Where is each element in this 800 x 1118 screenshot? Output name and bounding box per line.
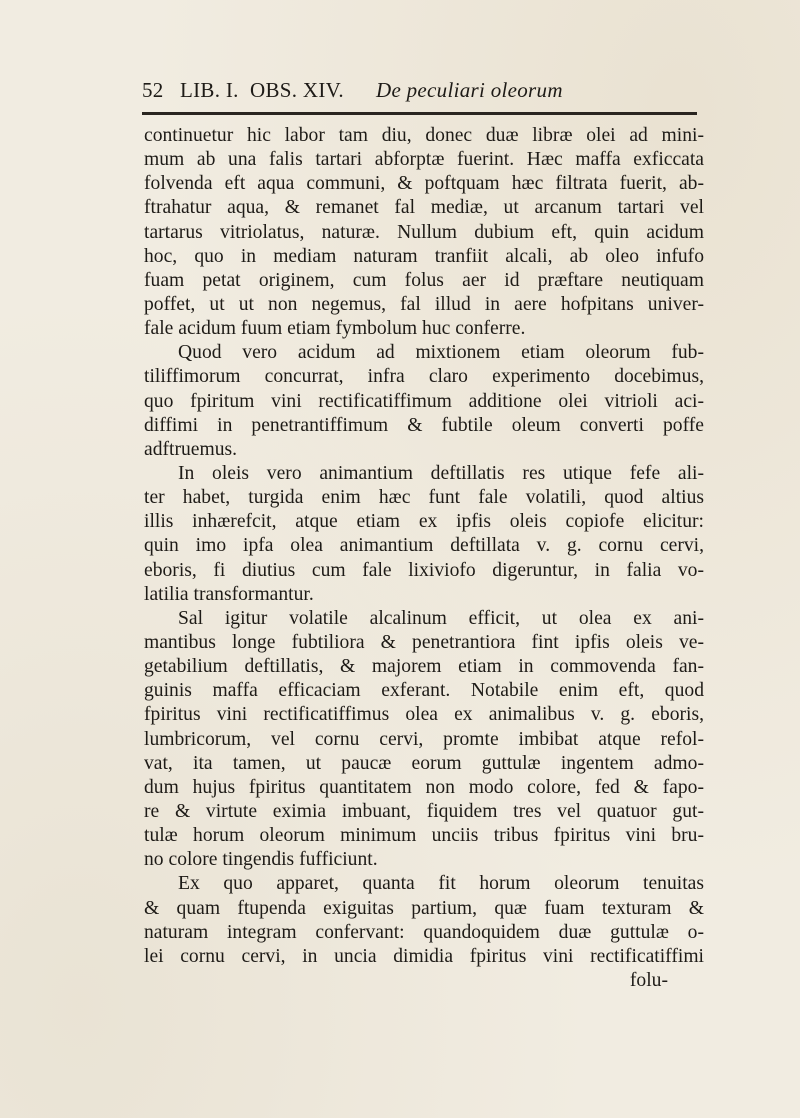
text-line: mantibus longe fubtiliora & penetrantiora fint ipfis oleis ve- — [144, 631, 704, 653]
text-line: re & virtute eximia imbuant, fiquidem tres vel quatuor gut- — [144, 800, 704, 822]
text-line: lei cornu cervi, in uncia dimidia fpiritus vini rectificatiffimi — [144, 945, 704, 967]
text-line: folvenda eft aqua communi, & poftquam hæc filtrata fuerit, ab- — [144, 173, 704, 195]
header-rule — [142, 112, 697, 115]
text-line: fuam petat originem, cum folus aer id præftare neutiquam — [144, 269, 704, 291]
text-line: ftrahatur aqua, & remanet fal mediæ, ut arcanum tartari vel — [144, 197, 704, 219]
text-line: tulæ horum oleorum minimum unciis tribus fpiritus vini bru- — [144, 825, 704, 847]
text-line: diffimi in penetrantiffimum & fubtile oleum converti poffe — [144, 414, 704, 436]
text-line: latilia transformantur. — [144, 583, 314, 605]
text-line: adftruemus. — [144, 438, 238, 460]
running-title: De peculiari oleorum — [376, 78, 563, 102]
text-line: quin imo ipfa olea animantium deftillata v. g. cornu cervi, — [144, 535, 704, 557]
page-number: 52 — [142, 78, 164, 102]
observation-number: OBS. XIV. — [250, 78, 344, 102]
text-line: tartarus vitriolatus, naturæ. Nullum dubium eft, quin acidum — [144, 221, 704, 243]
text-line: no colore tingendis fufficiunt. — [144, 849, 378, 871]
text-line: illis inhærefcit, atque etiam ex ipfis oleis copiofe elicitur: — [144, 511, 704, 533]
text-line: tiliffimorum concurrat, infra claro experimento docebimus, — [144, 366, 704, 388]
text-line: quo fpiritum vini rectificatiffimum additione olei vitrioli aci- — [144, 390, 704, 412]
text-line: getabilium deftillatis, & majorem etiam in commovenda fan- — [144, 656, 704, 678]
text-line: continuetur hic labor tam diu, donec duæ libræ olei ad mini- — [144, 125, 704, 146]
text-line: Ex quo apparet, quanta fit horum oleorum tenuitas — [178, 873, 704, 895]
text-line: mum ab una falis tartari abforptæ fuerint. Hæc maffa exficcata — [144, 149, 704, 171]
text-line: Sal igitur volatile alcalinum efficit, ut olea ex ani- — [178, 607, 704, 629]
body-text — [144, 124, 704, 993]
text-line: & quam ftupenda exiguitas partium, quæ fuam texturam & — [144, 897, 704, 919]
text-line: poffet, ut ut non negemus, fal illud in aere hofpitans univer- — [144, 293, 704, 315]
text-line: naturam integram confervant: quandoquidem duæ guttulæ o- — [144, 921, 704, 943]
text-line: lumbricorum, vel cornu cervi, promte imbibat atque refol- — [144, 728, 704, 750]
text-line: Quod vero acidum ad mixtionem etiam oleorum fub- — [178, 342, 704, 364]
catchword: folu- — [629, 969, 668, 991]
text-line: fpiritus vini rectificatiffimus olea ex animalibus v. g. eboris, — [144, 704, 704, 726]
text-line: dum hujus fpiritus quantitatem non modo colore, fed & fapo- — [144, 776, 704, 798]
text-line: vat, ita tamen, ut paucæ eorum guttulæ ingentem admo- — [144, 752, 704, 774]
text-line: eboris, fi diutius cum fale lixiviofo digeruntur, in falia vo- — [144, 559, 704, 581]
running-head — [142, 78, 702, 112]
text-line: In oleis vero animantium deftillatis res utique fefe ali- — [178, 462, 704, 484]
text-line: ter habet, turgida enim hæc funt fale volatili, quod altius — [144, 487, 704, 509]
text-line: hoc, quo in mediam naturam tranfiit alcali, ab oleo infufo — [144, 245, 704, 267]
text-line: guinis maffa efficaciam exferant. Notabile enim eft, quod — [144, 680, 704, 702]
book-number: LIB. I. — [180, 78, 239, 102]
text-line: fale acidum fuum etiam fymbolum huc conferre. — [144, 318, 526, 340]
